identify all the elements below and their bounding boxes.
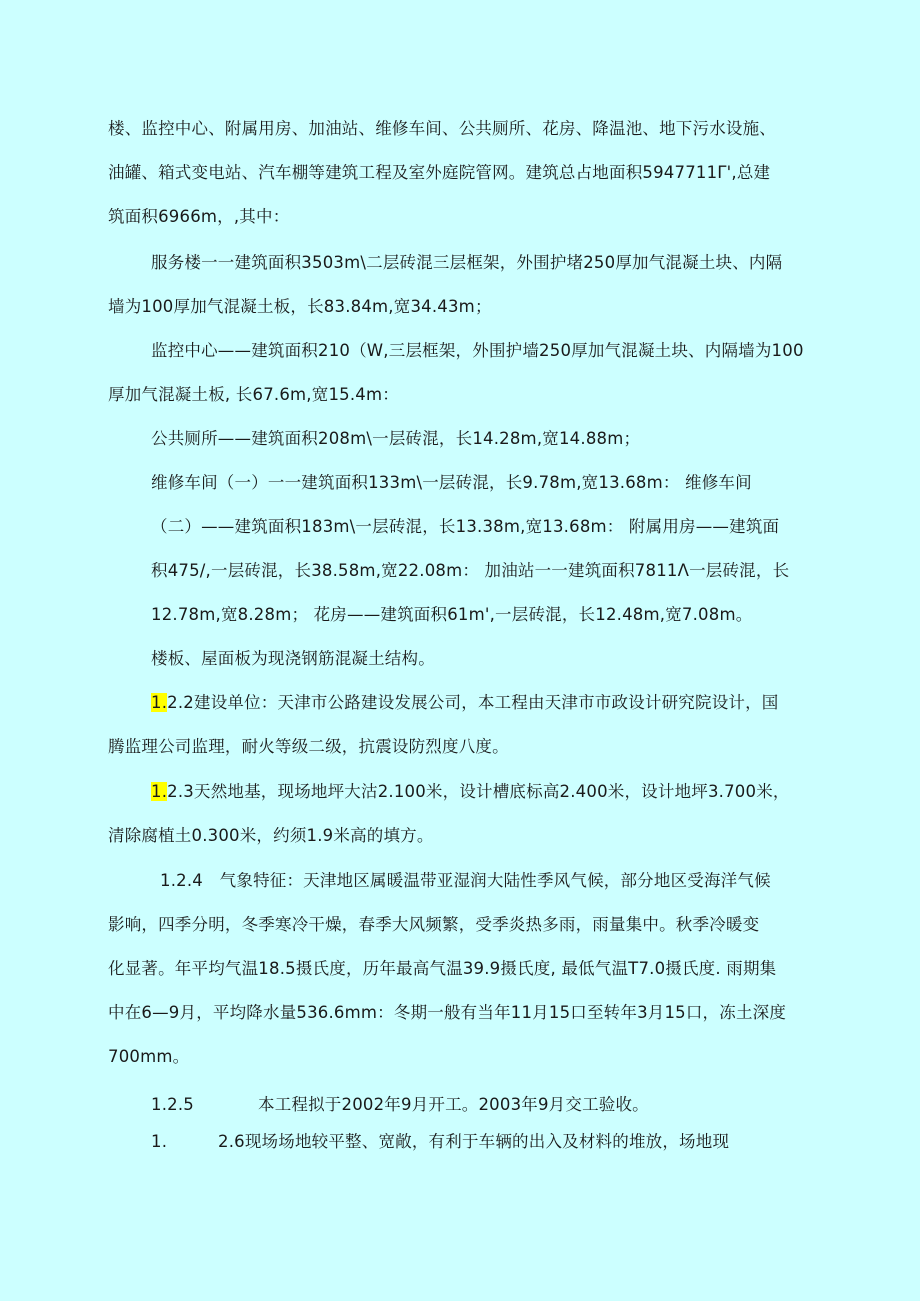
body-text-line: 楼、监控中心、附属用房、加油站、维修车间、公共厕所、花房、降温池、地下污水设施、 (108, 119, 776, 138)
section-text: 2.3天然地基，现场地坪大沽2.100米，设计槽底标高2.400米，设计地坪3.700米， (167, 782, 790, 801)
body-text-line: 墙为100厚加气混凝土板，长83.84m,宽34.43m； (108, 297, 492, 316)
section-1-2-5-text: 本工程拟于2002年9月开工。2003年9月交工验收。 (258, 1095, 649, 1114)
section-1-2-6-number: 1. (151, 1132, 168, 1151)
highlighted-section-number: 1. (151, 782, 168, 801)
body-text-line: 公共厕所——建筑面积208m\一层砖混，长14.28m,宽14.88m； (151, 429, 641, 448)
body-text-line: 化显著。年平均气温18.5摄氏度，历年最高气温39.9摄氏度, 最低气温T7.0摄氏度. 雨期集 (108, 959, 777, 978)
body-text-line: 油罐、箱式变电站、汽车棚等建筑工程及室外庭院管网。建筑总占地面积5947711Γ',总建 (108, 163, 771, 182)
body-text-line: 服务楼一一建筑面积3503m\二层砖混三层框架，外围护堵250厚加气混凝土块、内隔 (151, 253, 783, 272)
body-text-line: 影响，四季分明，冬季寒冷干燥，春季大风频繁，受季炎热多雨，雨量集中。秋季冷暖变 (108, 915, 760, 934)
section-1-2-2 (151, 692, 779, 714)
body-text-line: 12.78m,宽8.28m； 花房——建筑面积61m',一层砖混，长12.48m,宽7.08m。 (151, 605, 753, 624)
highlighted-section-number: 1. (151, 693, 168, 712)
body-text-line: 厚加气混凝土板, 长67.6m,宽15.4m： (108, 385, 399, 404)
body-text-line: 清除腐植土0.300米，约须1.9米高的填方。 (108, 826, 434, 845)
section-1-2-3 (151, 781, 790, 803)
section-text: 2.2建设单位：天津市公路建设发展公司，本工程由天津市市政设计研究院设计，国 (167, 693, 779, 712)
body-text-line: 监控中心——建筑面积210（W,三层框架，外围护墙250厚加气混凝土块、内隔墙为100 (151, 341, 804, 360)
body-text-line: 楼板、屋面板为现浇钢筋混凝土结构。 (151, 649, 435, 668)
section-1-2-4: 1.2.4 气象特征：天津地区属暖温带亚湿润大陆性季风气候，部分地区受海洋气候 (160, 871, 771, 890)
body-text-line: 腾监理公司监理，耐火等级二级，抗震设防烈度八度。 (108, 737, 509, 756)
body-text-line: 筑面积6966m，,其中： (108, 207, 290, 226)
body-text-line: 积475/,一层砖混，长38.58m,宽22.08m： 加油站一一建筑面积7811Λ一层砖混，长 (151, 561, 790, 580)
body-text-line: （二）——建筑面积183m\一层砖混，长13.38m,宽13.68m： 附属用房——建筑面 (151, 517, 780, 536)
body-text-line: 700mm。 (108, 1047, 190, 1066)
section-1-2-5-number: 1.2.5 (151, 1095, 194, 1114)
body-text-line: 维修车间（一）一一建筑面积133m\一层砖混，长9.78m,宽13.68m： 维修车间 (151, 473, 752, 492)
body-text-line: 中在6—9月，平均降水量536.6mm：冬期一般有当年11月15口至转年3月15口，冻土深度 (108, 1003, 787, 1022)
section-1-2-6-text: 2.6现场场地较平整、宽敞，有利于车辆的出入及材料的堆放，场地现 (218, 1132, 730, 1151)
